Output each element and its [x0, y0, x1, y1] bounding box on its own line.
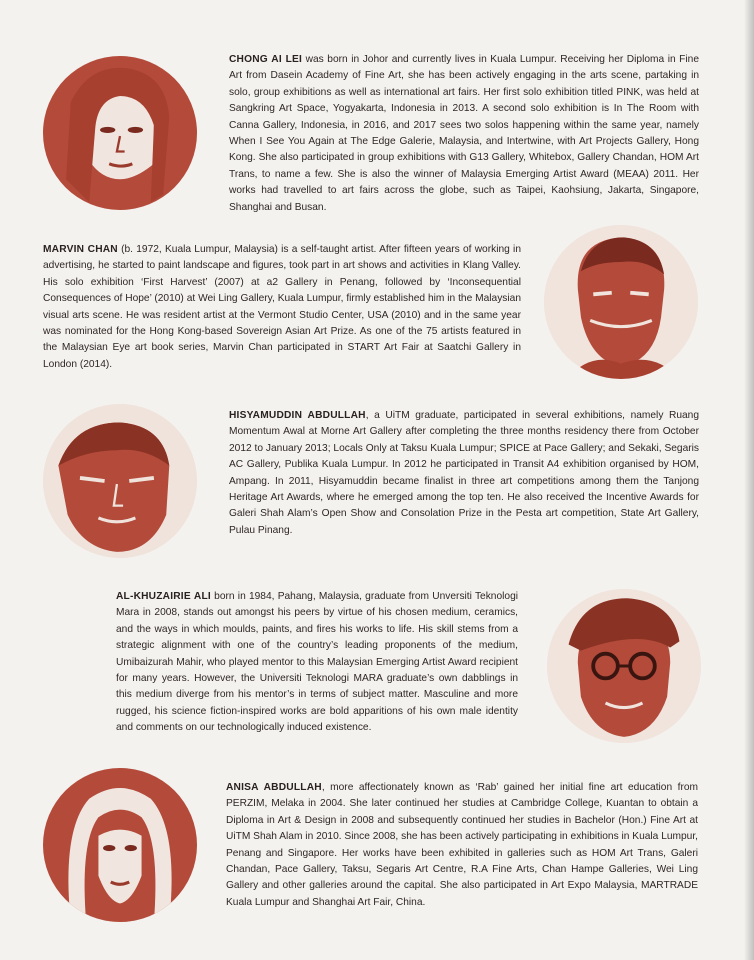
- artist-bio-anisa-abdullah: [226, 780, 698, 911]
- artist-bio-text: born in 1984, Pahang, Malaysia, graduate from Unversiti Teknologi Mara in 2008, stands out amongst his peers by virtue of his chosen medium, ceramics, and the ways in which moulds, paints, and fires his works to life. His skill stems from a strategic alignment with one of the country’s leading proponents of the medium, Umibaizurah Mahir, who played mentor to this Malaysian Emerging Artist Award recipient for many years. However, the Universiti Teknologi MARA graduate’s own dabblings in this medium diverge from his mentor’s in terms of subject matter. Masculine and more rugged, his science fiction-inspired works are bold apparitions of his own male identity and comments on our technologically induced existence.: [116, 591, 518, 734]
- artist-name: ANISA ABDULLAH: [226, 782, 322, 793]
- artist-bio-al-khuzairie-ali: [116, 589, 518, 737]
- portrait-illustration: [43, 56, 197, 210]
- artist-name: MARVIN CHAN: [43, 244, 118, 255]
- artist-bio-hisyamuddin-abdullah: [229, 408, 699, 539]
- portrait-illustration: [547, 589, 701, 743]
- portrait-marvin-chan: [544, 225, 698, 379]
- portrait-anisa-abdullah: [43, 768, 197, 922]
- artist-bio-text: was born in Johor and currently lives in Kuala Lumpur. Receiving her Diploma in Fine Art from Dasein Academy of Fine Art, she has been actively engaging in the arts scene, partaking in solo, group exhibitions as well as international art fairs. Her first solo exhibition titled PINK, was held at Sangkring Art Space, Yogyakarta, Indonesia in 2013. A second solo exhibition is In The Room with Canna Gallery, Indonesia, in 2016, and 2017 sees two solos happening within the same year, namely When I See You Again at The Edge Galerie, Malaysia, and Intertwine, with Art Projects Gallery, Hong Kong. She also participated in group exhibitions with G13 Gallery, Whitebox, Gallery Chandan, HOM Art Trans, to name a few. She is also the winner of Malaysia Emerging Artist Award (MEAA) 2011. Her works had travelled to art fairs across the globe, such as Taipei, Kaohsiung, Jakarta, Singapore, Shanghai and Busan.: [229, 54, 700, 213]
- portrait-al-khuzairie-ali: [547, 589, 701, 743]
- page-edge-shadow: [744, 0, 754, 960]
- artist-bio-text: (b. 1972, Kuala Lumpur, Malaysia) is a self-taught artist. After fifteen years of working in advertising, he started to paint landscape and figures, took part in art shows and activities in Klang Valley. His solo exhibition ‘First Harvest’ (2007) at a2 Gallery in Penang, followed by ‘Inconsequential Consequences of Hope’ (2010) at Wei Ling Gallery, Kuala Lumpur, firmly established him in the Malaysian visual arts scene. He was resident artist at the Vermont Studio Center, USA (2010) and in the same year was nominated for the Hong Kong-based Sovereign Asian Art Prize. As one of the 75 artists featured in the Malaysian Eye art book series, Marvin Chan participated in START Art Fair at Saatchi Gallery in London (2014).: [43, 244, 521, 370]
- portrait-illustration: [43, 404, 197, 558]
- artist-name: HISYAMUDDIN ABDULLAH: [229, 410, 366, 421]
- artist-name: CHONG AI LEI: [229, 54, 303, 65]
- artist-bio-text: , more affectionately known as ‘Rab’ gained her initial fine art education from PERZIM, Melaka in 2004. She later continued her studies at Cambridge College, Kuantan to obtain a Diploma in Art & Design in 2008 and subsequently continued her studies in Bachelor (Hon.) Fine Art at UiTM Shah Alam in 2010. Since 2008, she has been actively participating in exhibitions in Kuala Lumpur, Penang and Singapore. Her works have been exhibited in galleries such as HOM Art Trans, Galeri Chandan, Pace Gallery, Taksu, Segaris Art Centre, R.A Fine Arts, Chan Hampe Galleries, Wei Ling Gallery and other galleries around the capital. She also participated in Art Expo Malaysia, MARTRADE Kuala Lumpur and Shanghai Art Fair, China.: [226, 782, 698, 908]
- artist-bio-marvin-chan: [43, 242, 521, 373]
- portrait-illustration: [544, 225, 698, 379]
- portrait-hisyamuddin-abdullah: [43, 404, 197, 558]
- artist-name: AL-KHUZAIRIE ALI: [116, 591, 211, 602]
- portrait-chong-ai-lei: [43, 56, 197, 210]
- artist-bio-text: , a UiTM graduate, participated in several exhibitions, namely Ruang Momentum Awal at Morne Art Gallery after completing the three months residency there from October 2012 to January 2013; Locals Only at Taksu Kuala Lumpur; SPICE at Pace Gallery; and Sekaki, Segaris AC Gallery, Publika Kuala Lumpur. In 2012 he participated in Transit A4 exhibition organised by HOM, Ampang. In 2011, Hisyamuddin became finalist in three art competitions among them the Tanjong Heritage Art Awards, where he emerged among the top ten. He also received the Incentive Awards for Galeri Shah Alam’s Open Show and Consolation Prize in the Pesta art competition, State Art Gallery, Pulau Pinang.: [229, 410, 700, 536]
- portrait-illustration: [43, 768, 197, 922]
- artist-bio-chong-ai-lei: [229, 52, 699, 216]
